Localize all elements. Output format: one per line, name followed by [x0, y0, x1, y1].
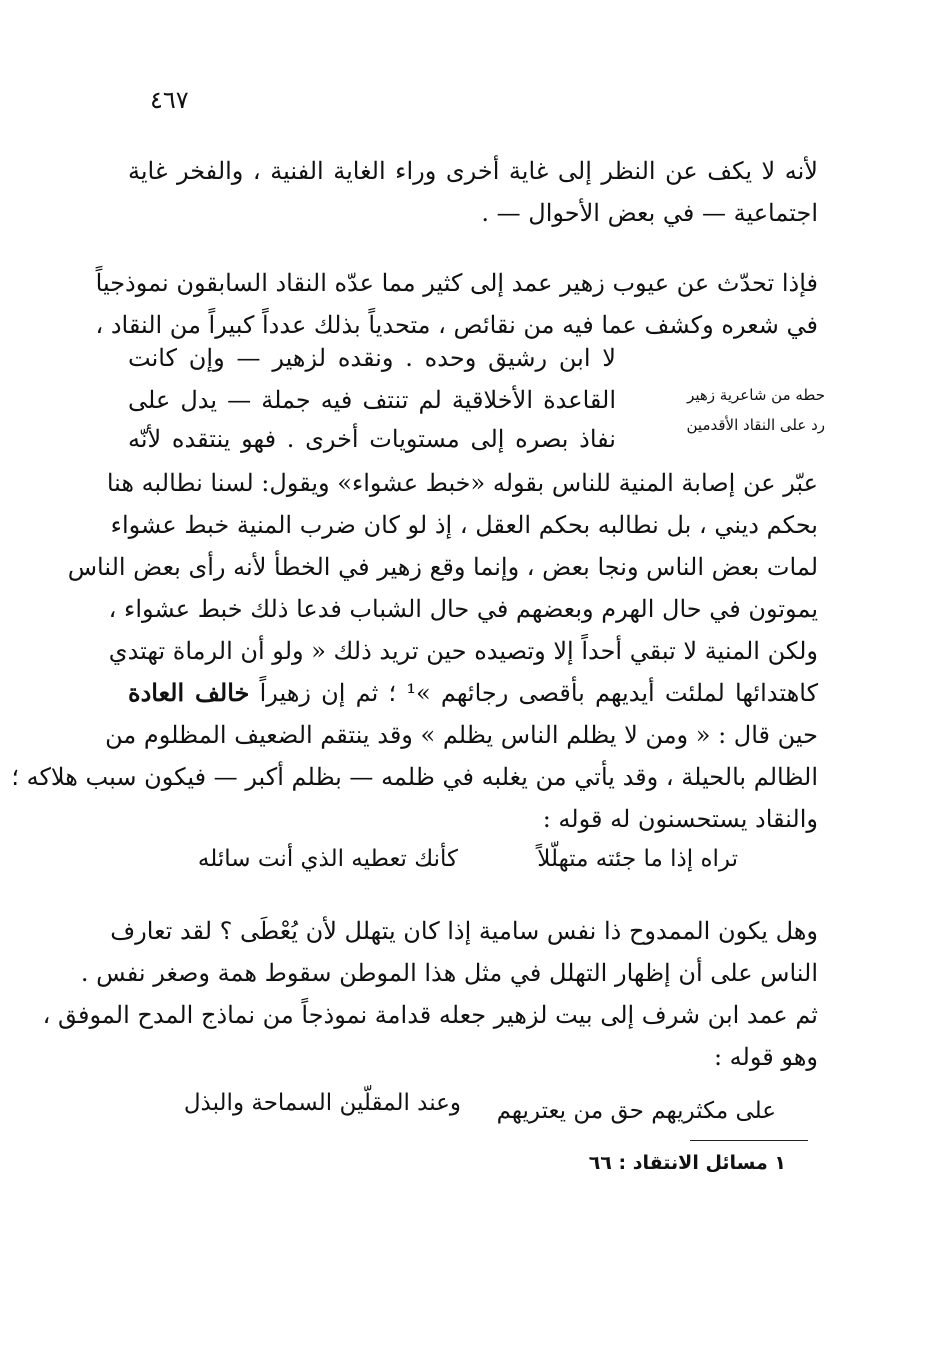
text-line: يموتون في حال الهرم وبعضهم في حال الشباب فدعا ذلك خبط عشواء ،	[108, 595, 818, 623]
text-line: اجتماعية — في بعض الأحوال — .	[481, 199, 818, 227]
text-line: الناس على أن إظهار التهلل في مثل هذا الموطن سقوط همة وصغر نفس .	[80, 959, 818, 987]
text-line: لا ابن رشيق وحده . ونقده لزهير — وإن كانت	[128, 344, 616, 372]
text-line: وهل يكون الممدوح ذا نفس سامية إذا كان يتهلل لأن يُعْطَى ؟ لقد تعارف	[110, 917, 818, 945]
margin-note	[665, 380, 825, 440]
footnote: ١ مسائل الانتقاد : ٦٦	[588, 1152, 786, 1174]
text-segment: كاهتدائها لملئت أيديهم بأقصى رجائهم »¹ ؛ ثم إن زهيراً	[259, 679, 818, 707]
margin-note-line: رد على النقاد الأقدمين	[686, 416, 825, 434]
text-line: حين قال : « ومن لا يظلم الناس يظلم » وقد ينتقم الضعيف المظلوم من	[105, 721, 818, 749]
verse-hemistich: وعند المقلّين السماحة والبذل	[183, 1090, 461, 1116]
bold-phrase: خالف العادة	[128, 678, 250, 707]
text-line: نفاذ بصره إلى مستويات أخرى . فهو ينتقده لأنّه	[128, 425, 616, 453]
footnote-divider	[690, 1140, 808, 1141]
text-line: وهو قوله :	[713, 1043, 818, 1071]
verse-hemistich: كأنك تعطيه الذي أنت سائله	[197, 846, 458, 872]
text-line: في شعره وكشف عما فيه من نقائص ، متحدياً بذلك عدداً كبيراً من النقاد ،	[95, 311, 818, 339]
text-line: لمات بعض الناس ونجا بعض ، وإنما وقع زهير في الخطأ لأنه رأى بعض الناس	[67, 553, 818, 581]
text-line: ولكن المنية لا تبقي أحداً إلا وتصيده حين تريد ذلك « ولو أن الرماة تهتدي	[108, 637, 818, 665]
text-line: عبّر عن إصابة المنية للناس بقوله «خبط عشواء» ويقول: لسنا نطالبه هنا	[106, 469, 818, 497]
text-line: القاعدة الأخلاقية لم تنتف فيه جملة — يدل على	[128, 386, 616, 414]
text-line: ثم عمد ابن شرف إلى بيت لزهير جعله قدامة نموذجاً من نماذج المدح الموفق ،	[42, 1001, 818, 1029]
text-line	[128, 672, 818, 714]
margin-note-line: حطه من شاعرية زهير	[687, 386, 825, 404]
verse-hemistich: على مكثريهم حق من يعتريهم	[496, 1098, 776, 1124]
text-line: والنقاد يستحسنون له قوله :	[542, 805, 818, 833]
page-number: ٤٦٧	[150, 86, 189, 114]
text-line: الظالم بالحيلة ، وقد يأتي من يغلبه في ظلمه — بظلم أكبر — فيكون سبب هلاكه ؛	[11, 763, 818, 791]
text-line: لأنه لا يكف عن النظر إلى غاية أخرى وراء الغاية الفنية ، والفخر غاية	[128, 157, 818, 185]
verse-hemistich: تراه إذا ما جئته متهلّلاً	[537, 846, 738, 872]
text-line: بحكم ديني ، بل نطالبه بحكم العقل ، إذ لو كان ضرب المنية خبط عشواء	[110, 511, 818, 539]
text-line: فإذا تحدّث عن عيوب زهير عمد إلى كثير مما عدّه النقاد السابقون نموذجياً	[95, 269, 818, 297]
